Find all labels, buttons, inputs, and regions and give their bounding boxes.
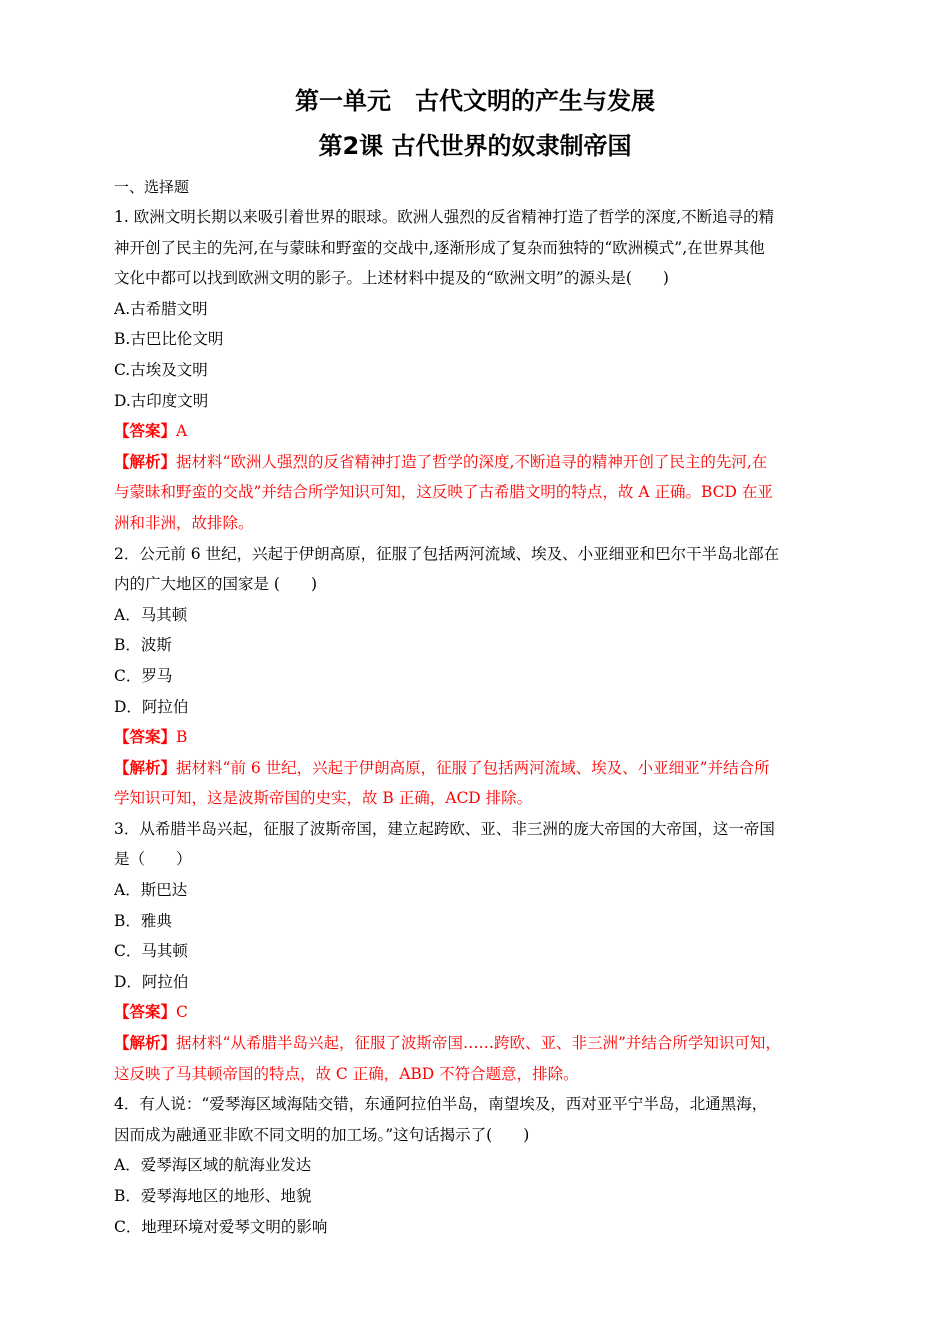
analysis-line: 学知识可知，这是波斯帝国的史实，故 B 正确，ACD 排除。: [114, 789, 533, 808]
answer-tag: 【答案】: [114, 1002, 177, 1022]
question-4: [114, 1089, 839, 1242]
analysis-tag: 【解析】: [114, 1033, 177, 1053]
answer-value: B: [176, 728, 188, 747]
option-d: D．阿拉伯: [114, 697, 189, 716]
question-stem-line: 内的广大地区的国家是 ( ): [114, 575, 318, 594]
answer-tag: 【答案】: [114, 421, 177, 441]
analysis-text: 据材料“从希腊半岛兴起，征服了波斯帝国……跨欧、亚、非三洲”并结合所学知识可知，: [176, 1034, 781, 1053]
analysis-line: [114, 753, 839, 784]
answer-value: A: [176, 422, 188, 441]
question-stem-line: 4．有人说：“爱琴海区域海陆交错，东通阿拉伯半岛，南望埃及，西对亚平宁半岛，北通黑海，: [114, 1095, 768, 1114]
question-2: [114, 539, 839, 814]
answer-value: C: [176, 1003, 188, 1022]
option-a: A.古希腊文明: [114, 299, 208, 318]
analysis-line: 这反映了马其顿帝国的特点，故 C 正确，ABD 不符合题意，排除。: [114, 1064, 579, 1083]
option-a: A．马其顿: [114, 605, 188, 624]
option-d: D．阿拉伯: [114, 972, 189, 991]
option-a: A．斯巴达: [114, 881, 188, 900]
section-heading: 一、选择题: [114, 178, 190, 196]
question-stem-line: 是（ ）: [114, 850, 192, 869]
question-list: [114, 202, 839, 1242]
answer-line: [114, 416, 839, 447]
question-stem-line: 神开创了民主的先河,在与蒙昧和野蛮的交战中,逐渐形成了复杂而独特的“欧洲模式”,在世界其他: [114, 238, 765, 257]
option-b: B．雅典: [114, 911, 172, 930]
question-stem-line: 文化中都可以找到欧洲文明的影子。上述材料中提及的“欧洲文明”的源头是( ): [114, 269, 669, 288]
option-c: C．地理环境对爱琴文明的影响: [114, 1217, 328, 1236]
answer-line: [114, 722, 839, 753]
analysis-tag: 【解析】: [114, 451, 177, 471]
analysis-text: 据材料“前 6 世纪，兴起于伊朗高原，征服了包括两河流域、埃及、小亚细亚”并结合所: [176, 758, 770, 777]
analysis-tag: 【解析】: [114, 757, 177, 777]
option-c: C.古埃及文明: [114, 360, 208, 379]
question-stem-line: 因而成为融通亚非欧不同文明的加工场。”这句话揭示了( ): [114, 1125, 530, 1144]
option-b: B.古巴比伦文明: [114, 330, 224, 349]
question-3: [114, 814, 839, 1089]
option-c: C．马其顿: [114, 942, 188, 961]
question-stem-line: 1. 欧洲文明长期以来吸引着世界的眼球。欧洲人强烈的反省精神打造了哲学的深度,不断追寻的精: [114, 208, 775, 226]
option-b: B．波斯: [114, 636, 172, 655]
analysis-text: 据材料“欧洲人强烈的反省精神打造了哲学的深度,不断追寻的精神开创了民主的先河,在: [176, 452, 768, 471]
question-stem-line: 3．从希腊半岛兴起，征服了波斯帝国，建立起跨欧、亚、非三洲的庞大帝国的大帝国，这一帝国: [114, 819, 775, 838]
answer-tag: 【答案】: [114, 727, 177, 747]
question-stem-line: 2．公元前 6 世纪，兴起于伊朗高原，征服了包括两河流域、埃及、小亚细亚和巴尔干半岛北部在: [114, 544, 780, 563]
option-a: A．爱琴海区域的航海业发达: [114, 1156, 312, 1175]
option-b: B．爱琴海地区的地形、地貌: [114, 1187, 312, 1205]
lesson-title: 第2课 古代世界的奴隶制帝国: [318, 132, 632, 160]
analysis-line: [114, 1028, 839, 1059]
question-1: [114, 202, 839, 539]
analysis-line: [114, 447, 839, 478]
analysis-line: 洲和非洲，故排除。: [114, 513, 254, 532]
unit-title: 第一单元 古代文明的产生与发展: [295, 87, 655, 115]
option-d: D.古印度文明: [114, 391, 209, 410]
analysis-line: 与蒙昧和野蛮的交战”并结合所学知识可知，这反映了古希腊文明的特点，故 A 正确。BCD 在亚: [114, 483, 773, 502]
option-c: C．罗马: [114, 666, 173, 685]
answer-line: [114, 997, 839, 1028]
